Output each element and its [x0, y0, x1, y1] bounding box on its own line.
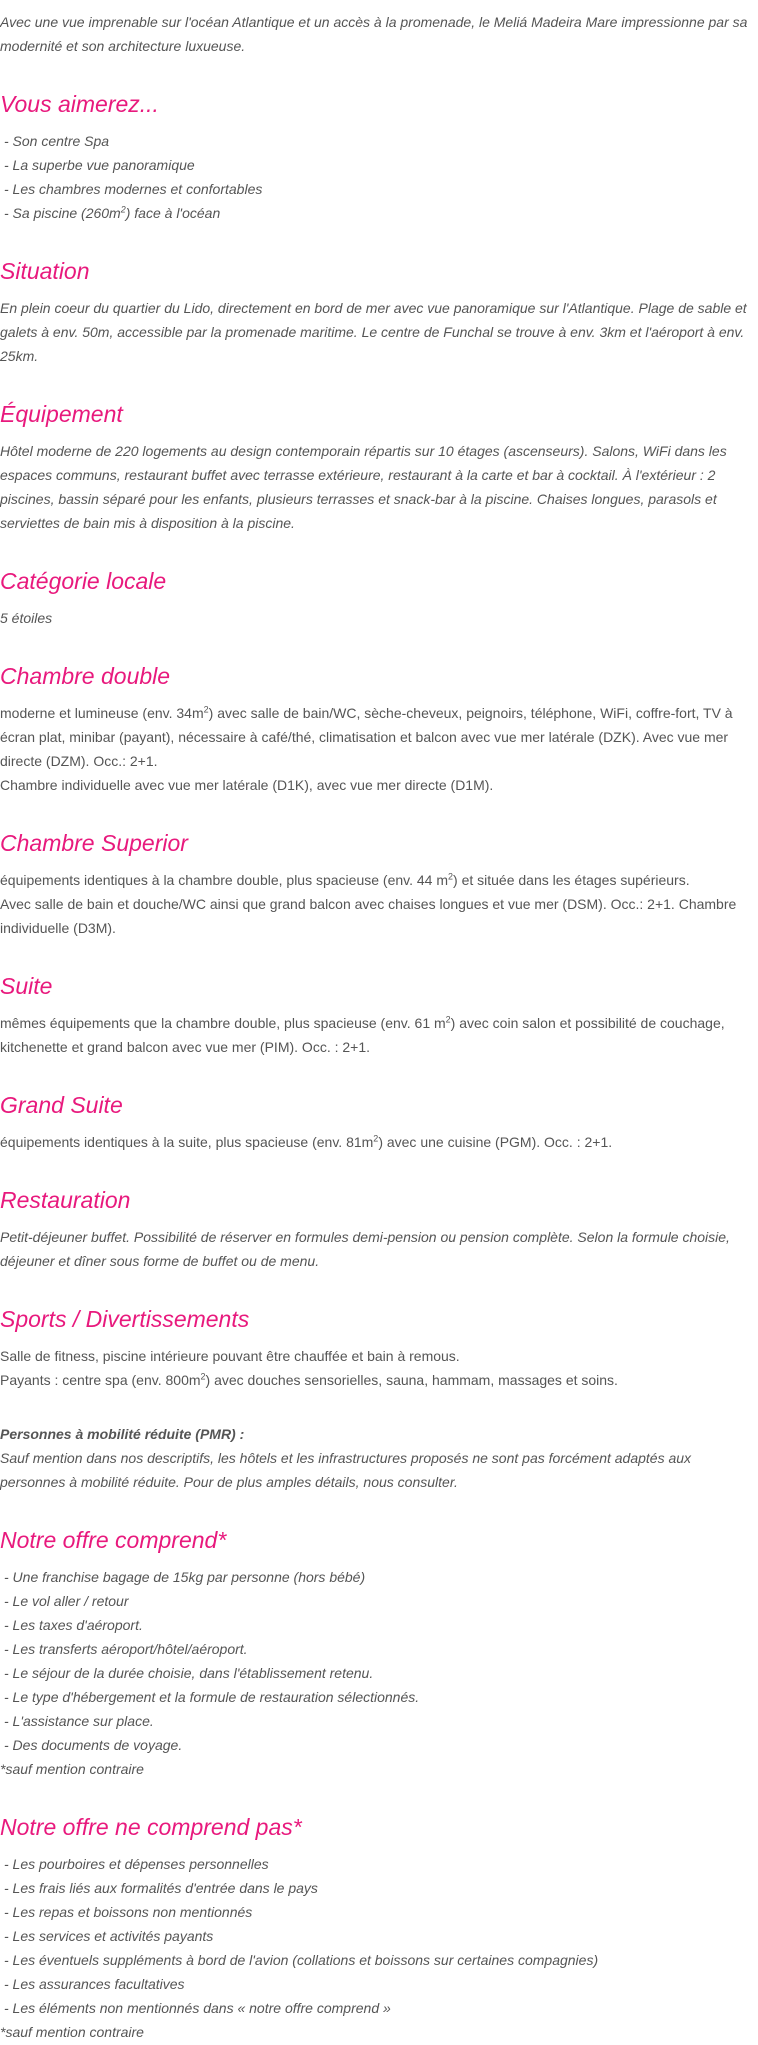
section-title: Suite: [0, 973, 53, 999]
section-text: Salle de fitness, piscine intérieure pouvant être chauffée et bain à remous.: [0, 1348, 460, 1364]
section-sports: [0, 1304, 758, 1392]
text-part: Payants : centre spa (env. 800m: [0, 1372, 201, 1388]
section-title: Catégorie locale: [0, 568, 167, 594]
section-text: Avec salle de bain et douche/WC ainsi que grand balcon avec chaises longues et vue mer (DSM). Occ.: 2+1. Chambre individuelle (D3M).: [0, 896, 737, 936]
list-item: - Les repas et boissons non mentionnés: [4, 1904, 253, 1920]
section-text: 5 étoiles: [0, 610, 53, 626]
section-restauration: [0, 1185, 758, 1273]
section-text: [0, 1368, 758, 1392]
superscript: 2: [373, 1133, 379, 1144]
superscript: 2: [448, 871, 454, 882]
list-item: - Des documents de voyage.: [4, 1737, 183, 1753]
intro-text: Avec une vue imprenable sur l'océan Atlantique et un accès à la promenade, le Meliá Madeira Mare impressionne par sa modernité et son architecture luxueuse.: [0, 14, 748, 54]
section-chambre-superior: [0, 828, 758, 940]
list-item: - Le type d'hébergement et la formule de restauration sélectionnés.: [4, 1689, 420, 1705]
text-part: ) avec une cuisine (PGM). Occ. : 2+1.: [378, 1134, 613, 1150]
text-part: moderne et lumineuse (env. 34m: [0, 705, 204, 721]
list-item: - Le vol aller / retour: [4, 1593, 129, 1609]
list-item: - Les pourboires et dépenses personnelles: [4, 1856, 269, 1872]
section-title: Chambre double: [0, 663, 171, 689]
section-situation: [0, 256, 758, 368]
footnote: *sauf mention contraire: [0, 2024, 144, 2040]
section-title: Notre offre comprend*: [0, 1527, 227, 1553]
section-text: Hôtel moderne de 220 logements au design contemporain répartis sur 10 étages (ascenseurs). Salons, WiFi dans les espaces communs, restaurant buffet avec terrasse extérieure, restaurant à la carte et bar à cocktail. À l'extérieur : 2 piscines, bassin séparé pour les enfants, plusieurs terrasses et snack-bar à la piscine. Chaises longues, parasols et serviettes de bain mis à disposition à la piscine.: [0, 443, 727, 531]
section-title: Chambre Superior: [0, 830, 188, 856]
footnote: *sauf mention contraire: [0, 1761, 144, 1777]
section-title: Équipement: [0, 401, 123, 427]
section-text: [0, 1011, 758, 1059]
text-part: ) avec coin salon et possibilité de couchage, kitchenette et grand balcon avec vue mer (PIM). Occ. : 2+1.: [0, 1015, 725, 1055]
section-text: En plein coeur du quartier du Lido, directement en bord de mer avec vue panoramique sur l'Atlantique. Plage de sable et galets à env. 50m, accessible par la promenade maritime. Le centre de Funchal se trouve à env. 3km et l'aéroport à env. 25km.: [0, 300, 747, 364]
section-text: [0, 701, 758, 773]
list-item: - Une franchise bagage de 15kg par personne (hors bébé): [4, 1569, 366, 1585]
pmr-title: Personnes à mobilité réduite (PMR) :: [0, 1426, 245, 1442]
list-item: - L'assistance sur place.: [4, 1713, 154, 1729]
section-title: Restauration: [0, 1187, 131, 1213]
section-title: Notre offre ne comprend pas*: [0, 1814, 302, 1840]
section-pmr: [0, 1422, 758, 1494]
superscript: 2: [200, 1371, 206, 1382]
superscript: 2: [203, 704, 209, 715]
section-equipement: [0, 399, 758, 535]
list-item-text: - Sa piscine (260m: [4, 205, 121, 221]
section-offre-ne-comprend-pas: [0, 1812, 758, 2044]
section-text: Chambre individuelle avec vue mer latérale (D1K), avec vue mer directe (D1M).: [0, 777, 494, 793]
list-item: [0, 201, 758, 225]
list-item: - Les éventuels suppléments à bord de l'avion (collations et boissons sur certaines compagnies): [4, 1952, 599, 1968]
list-item: - Les frais liés aux formalités d'entrée dans le pays: [4, 1880, 318, 1896]
section-text: Petit-déjeuner buffet. Possibilité de réserver en formules demi-pension ou pension complète. Selon la formule choisie, déjeuner et dîner sous forme de buffet ou de menu.: [0, 1229, 730, 1269]
section-title: Sports / Divertissements: [0, 1306, 250, 1332]
section-text: [0, 868, 758, 892]
list-item: - Les chambres modernes et confortables: [4, 181, 263, 197]
text-part: équipements identiques à la suite, plus spacieuse (env. 81m: [0, 1134, 374, 1150]
section-text: Sauf mention dans nos descriptifs, les hôtels et les infrastructures proposés ne sont pas forcément adaptés aux personnes à mobilité réduite. Pour de plus amples détails, nous consulter.: [0, 1450, 692, 1490]
section-vous-aimerez: [0, 89, 758, 225]
list-item: - Le séjour de la durée choisie, dans l'établissement retenu.: [4, 1665, 374, 1681]
hotel-description: [0, 10, 758, 2044]
list-item-text: ) face à l'océan: [125, 205, 221, 221]
text-part: ) et située dans les étages supérieurs.: [453, 872, 690, 888]
section-title: Situation: [0, 258, 90, 284]
superscript: 2: [120, 204, 126, 215]
section-categorie: [0, 566, 758, 630]
section-chambre-double: [0, 661, 758, 797]
section-title: Grand Suite: [0, 1092, 123, 1118]
text-part: ) avec salle de bain/WC, sèche-cheveux, peignoirs, téléphone, WiFi, coffre-fort, TV à écran plat, minibar (payant), nécessaire à café/thé, climatisation et balcon avec vue mer latérale (DZK). Avec vue mer directe (DZM). Occ.: 2+1.: [0, 705, 733, 769]
section-title: Vous aimerez...: [0, 91, 159, 117]
list-item: - Son centre Spa: [4, 133, 110, 149]
list-item: - La superbe vue panoramique: [4, 157, 195, 173]
section-suite: [0, 971, 758, 1059]
list-item: - Les services et activités payants: [4, 1928, 214, 1944]
superscript: 2: [445, 1014, 451, 1025]
list-item: - Les taxes d'aéroport.: [4, 1617, 143, 1633]
section-offre-comprend: [0, 1525, 758, 1781]
section-text: [0, 1130, 758, 1154]
list-item: - Les assurances facultatives: [4, 1976, 185, 1992]
text-part: ) avec douches sensorielles, sauna, hammam, massages et soins.: [205, 1372, 618, 1388]
list-item: - Les transferts aéroport/hôtel/aéroport.: [4, 1641, 248, 1657]
text-part: équipements identiques à la chambre double, plus spacieuse (env. 44 m: [0, 872, 449, 888]
text-part: mêmes équipements que la chambre double, plus spacieuse (env. 61 m: [0, 1015, 446, 1031]
section-grand-suite: [0, 1090, 758, 1154]
list-item: - Les éléments non mentionnés dans « notre offre comprend »: [4, 2000, 391, 2016]
